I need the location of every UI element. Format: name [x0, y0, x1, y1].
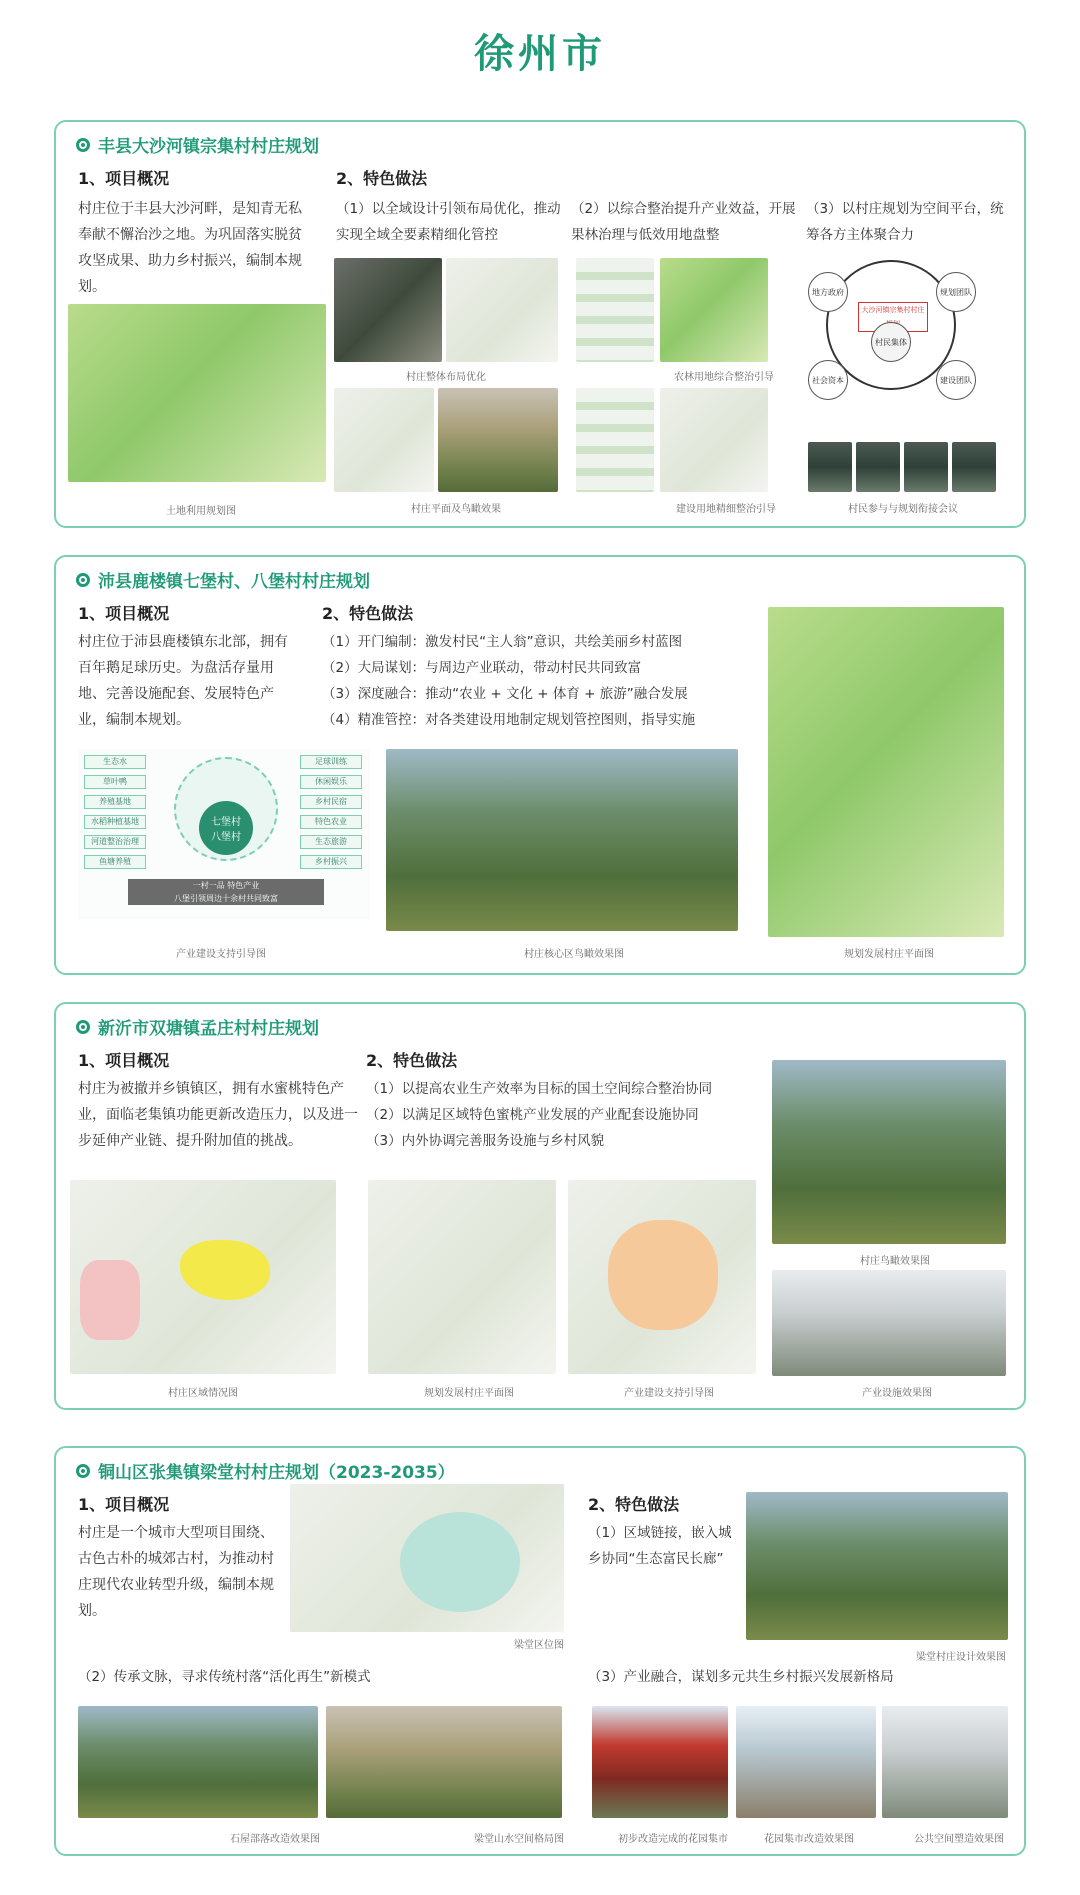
section-header — [76, 1458, 455, 1483]
village-aerial-image — [438, 388, 558, 492]
diagram-chip: 乡村振兴 — [300, 855, 362, 869]
location-pin-icon — [76, 138, 90, 152]
village-aerial-image — [772, 1060, 1006, 1244]
caption: 规划发展村庄平面图 — [844, 949, 934, 960]
section-title: 沛县鹿楼镇七堡村、八堡村村庄规划 — [98, 572, 370, 592]
features-heading: 2、特色做法 — [366, 1051, 458, 1070]
diagram-node: 规划团队 — [936, 272, 976, 312]
caption: 梁堂山水空间格局图 — [474, 1834, 564, 1845]
village-design-image — [746, 1492, 1008, 1640]
feature-2: （2）传承文脉，寻求传统村落“活化再生”新模式 — [78, 1669, 371, 1685]
garden-market-gate-image — [592, 1706, 728, 1818]
diagram-node: 社会资本 — [808, 360, 848, 400]
page-title: 徐州市 — [474, 31, 606, 77]
town-area — [80, 1260, 140, 1340]
feature-2: （2）大局谋划：与周边产业联动，带动村民共同致富 — [322, 660, 642, 676]
diagram-chip: 生态旅游 — [300, 835, 362, 849]
layout-map-after — [446, 258, 558, 362]
overview-text: 村庄位于丰县大沙河畔，是知青无私奉献不懈治沙之地。为巩固落实脱贫攻坚成果、助力乡村振兴，编制本规划。 — [78, 201, 302, 295]
feature-3: （3）内外协调完善服务设施与乡村风貌 — [366, 1133, 605, 1149]
location-pin-icon — [76, 1464, 90, 1478]
industry-guide-map — [568, 1180, 756, 1374]
section-card-2 — [54, 555, 1026, 975]
caption: 初步改造完成的花园集市 — [618, 1834, 728, 1845]
village-plan-map — [368, 1180, 556, 1374]
village-plan-map — [768, 607, 1004, 937]
diagram-node: 地方政府 — [808, 272, 848, 312]
location-pin-icon — [76, 1020, 90, 1034]
industry-facility-image — [772, 1270, 1006, 1376]
regional-map — [70, 1180, 336, 1374]
feature-3: （3）产业融合，谋划多元共生乡村振兴发展新格局 — [588, 1669, 894, 1685]
public-space-image — [882, 1706, 1008, 1818]
diagram-chip: 草叶鸭 — [84, 775, 146, 789]
location-pin-icon — [76, 573, 90, 587]
section-card-1 — [54, 120, 1026, 528]
caption: 梁堂村庄设计效果图 — [916, 1652, 1006, 1663]
village-area-highlight — [180, 1240, 270, 1300]
diagram-bottom-bar: 一村一品 特色产业 八堡引领周边十余村共同致富 — [128, 879, 324, 905]
meeting-photo — [856, 442, 900, 492]
diagram-chip: 生态水 — [84, 755, 146, 769]
caption: 公共空间塑造效果图 — [914, 1834, 1004, 1845]
caption: 规划发展村庄平面图 — [424, 1388, 514, 1399]
caption: 产业设施效果图 — [862, 1388, 932, 1399]
section-title: 丰县大沙河镇宗集村村庄规划 — [98, 137, 319, 157]
features-heading: 2、特色做法 — [588, 1495, 680, 1514]
caption: 土地利用规划图 — [166, 506, 236, 517]
garden-market-image — [736, 1706, 876, 1818]
layout-map-before — [334, 258, 442, 362]
feature-2: （2）以综合整治提升产业效益，开展果林治理与低效用地盘整 — [571, 201, 796, 243]
diagram-chip: 特色农业 — [300, 815, 362, 829]
caption: 石屋部落改造效果图 — [230, 1834, 320, 1845]
industry-diagram — [78, 749, 370, 919]
caption: 花园集市改造效果图 — [764, 1834, 854, 1845]
diagram-chip: 养殖基地 — [84, 795, 146, 809]
section-card-3 — [54, 1002, 1026, 1410]
diagram-node: 建设团队 — [936, 360, 976, 400]
feature-1: （1）以全域设计引领布局优化，推动实现全域全要素精细化管控 — [336, 201, 561, 243]
section-header — [76, 1014, 319, 1039]
caption: 村庄鸟瞰效果图 — [860, 1256, 930, 1267]
diagram-chip: 足球训练 — [300, 755, 362, 769]
feature-1: （1）以提高农业生产效率为目标的国土空间综合整治协同 — [366, 1081, 713, 1097]
overview-heading: 1、项目概况 — [78, 604, 170, 623]
village-plan-image — [334, 388, 434, 492]
caption: 村庄核心区鸟瞰效果图 — [524, 949, 624, 960]
caption: 村庄平面及鸟瞰效果 — [411, 504, 501, 515]
features-heading: 2、特色做法 — [336, 169, 428, 188]
caption: 建设用地精细整治引导 — [676, 504, 776, 515]
meeting-photo — [952, 442, 996, 492]
industry-zone — [608, 1220, 718, 1330]
feature-3: （3）深度融合：推动“农业 + 文化 + 体育 + 旅游”融合发展 — [322, 686, 688, 702]
diagram-center: 七堡村 八堡村 — [199, 801, 253, 855]
farmland-map — [660, 258, 768, 362]
caption: 农林用地综合整治引导 — [674, 372, 774, 383]
overview-heading: 1、项目概况 — [78, 169, 170, 188]
caption: 村民参与与规划衔接会议 — [848, 504, 958, 515]
meeting-photo — [904, 442, 948, 492]
stone-village-image — [78, 1706, 318, 1818]
location-map — [290, 1484, 564, 1632]
overview-heading: 1、项目概况 — [78, 1495, 170, 1514]
caption: 村庄区域情况图 — [168, 1388, 238, 1399]
diagram-node: 村民集体 — [871, 322, 911, 362]
diagram-chip: 水稻种植基地 — [84, 815, 146, 829]
caption: 产业建设支持引导图 — [624, 1388, 714, 1399]
overview-text: 村庄为被撤并乡镇镇区，拥有水蜜桃特色产业，面临老集镇功能更新改造压力，以及进一步延伸产业链、提升附加值的挑战。 — [78, 1081, 358, 1149]
landscape-pattern-image — [326, 1706, 562, 1818]
caption: 产业建设支持引导图 — [176, 949, 266, 960]
caption: 村庄整体布局优化 — [406, 372, 486, 383]
core-aerial-image — [386, 749, 738, 931]
overview-text: 村庄位于沛县鹿楼镇东北部，拥有百年鹅足球历史。为盘活存量用地、完善设施配套、发展特色产业，编制本规划。 — [78, 634, 288, 728]
feature-4: （4）精准管控：对各类建设用地制定规划管控图则，指导实施 — [322, 712, 696, 728]
feature-1: （1）区域链接，嵌入城乡协同“生态富民长廊” — [588, 1525, 732, 1567]
diagram-chip: 休闲娱乐 — [300, 775, 362, 789]
land-use-map — [68, 304, 326, 482]
overview-text: 村庄是一个城市大型项目围绕、古色古朴的城郊古村，为推动村庄现代农业转型升级，编制本规划。 — [78, 1525, 274, 1619]
meeting-photo — [808, 442, 852, 492]
diagram-center-label: 大沙河镇宗集村村庄 — [858, 302, 928, 332]
feature-1: （1）开门编制：激发村民“主人翁”意识，共绘美丽乡村蓝图 — [322, 634, 683, 650]
village-area — [400, 1512, 520, 1612]
diagram-chip: 河道整治治理 — [84, 835, 146, 849]
overview-heading: 1、项目概况 — [78, 1051, 170, 1070]
construction-layers — [576, 388, 654, 492]
diagram-chip: 乡村民宿 — [300, 795, 362, 809]
section-header — [76, 132, 319, 157]
diagram-chip: 鱼塘养殖 — [84, 855, 146, 869]
section-card-4 — [54, 1446, 1026, 1856]
section-title: 铜山区张集镇梁堂村村庄规划（2023-2035） — [98, 1463, 455, 1483]
farmland-layers — [576, 258, 654, 362]
construction-map — [660, 388, 768, 492]
caption: 梁堂区位图 — [514, 1640, 564, 1651]
section-header — [76, 567, 370, 592]
feature-2: （2）以满足区域特色蜜桃产业发展的产业配套设施协同 — [366, 1107, 699, 1123]
features-heading: 2、特色做法 — [322, 604, 414, 623]
feature-3: （3）以村庄规划为空间平台，统筹各方主体聚合力 — [806, 201, 1004, 243]
section-title: 新沂市双塘镇孟庄村村庄规划 — [98, 1019, 319, 1039]
